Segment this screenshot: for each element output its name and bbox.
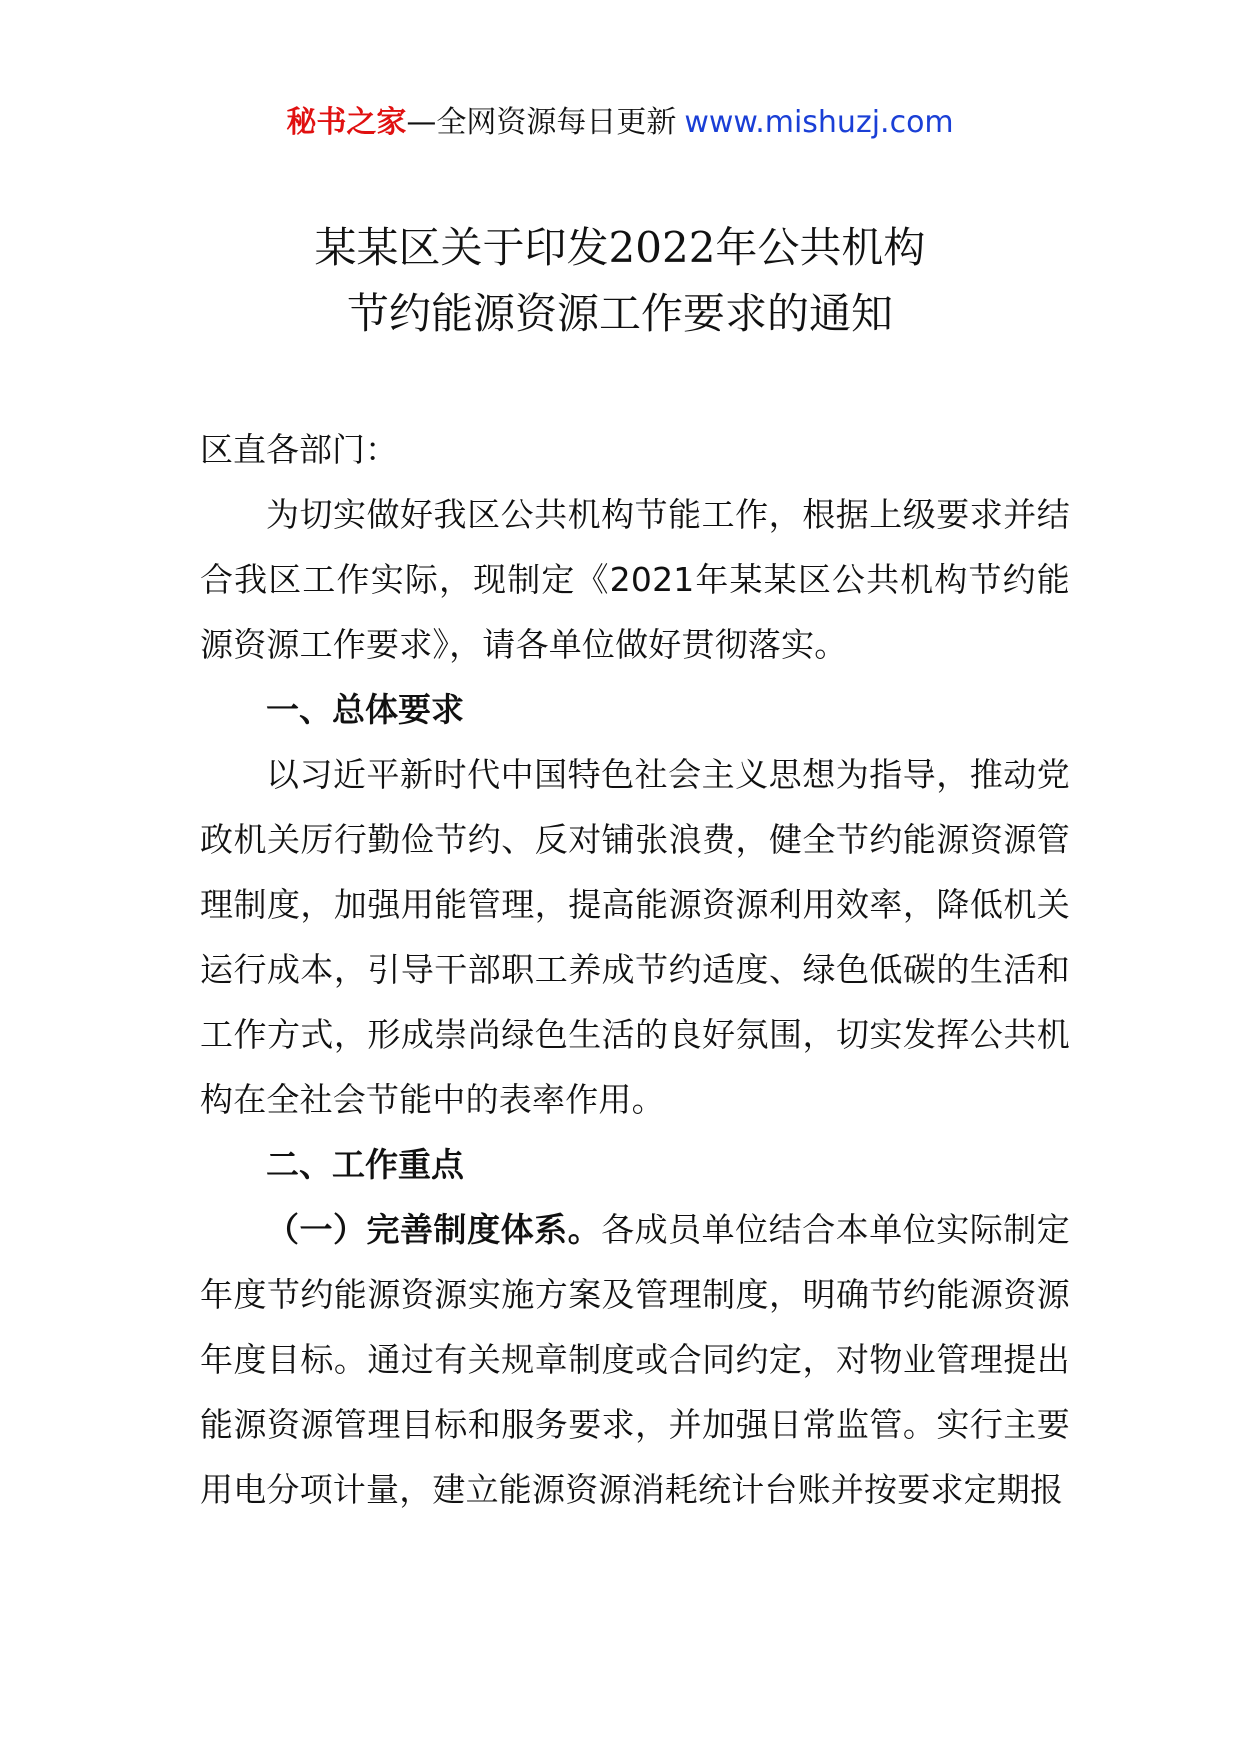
site-url-link[interactable]: www.mishuzj.com [684,105,954,140]
section-heading-work-focus: 二、工作重点 [266,1145,464,1184]
intro-paragraph: 为切实做好我区公共机构节能工作，根据上级要求并结合我区工作实际，现制定《2021年某某区公共机构节约能源资源工作要求》，请各单位做好贯彻落实。 [200,495,1070,664]
document-body [200,417,1070,1522]
brand-name: 秘书之家 [286,105,407,140]
title-line-1: 某某区关于印发2022年公共机构 [314,223,926,272]
subsection-heading-system: （一）完善制度体系。 [266,1210,602,1249]
title-line-2: 节约能源资源工作要求的通知 [346,289,893,338]
salutation: 区直各部门： [200,430,398,469]
section-heading-overall-requirements: 一、总体要求 [266,690,464,729]
subsection-paragraph-system [200,1197,1070,1522]
site-header-banner [0,103,1240,143]
subsection-text-system: 各成员单位结合本单位实际制定年度节约能源资源实施方案及管理制度，明确节约能源资源年度目标。通过有关规章制度或合同约定，对物业管理提出能源资源管理目标和服务要求，并加强日常监管。实行主要用电分项计量，建立能源资源消耗统计台账并按要求定期报 [200,1210,1070,1509]
section-paragraph-overall-requirements: 以习近平新时代中国特色社会主义思想为指导，推动党政机关厉行勤俭节约、反对铺张浪费，健全节约能源资源管理制度，加强用能管理，提高能源资源利用效率，降低机关运行成本，引导干部职工养成节约适度、绿色低碳的生活和工作方式，形成崇尚绿色生活的良好氛围，切实发挥公共机构在全社会节能中的表率作用。 [200,755,1070,1119]
document-title [0,215,1240,347]
header-tagline: —全网资源每日更新 [406,105,677,140]
